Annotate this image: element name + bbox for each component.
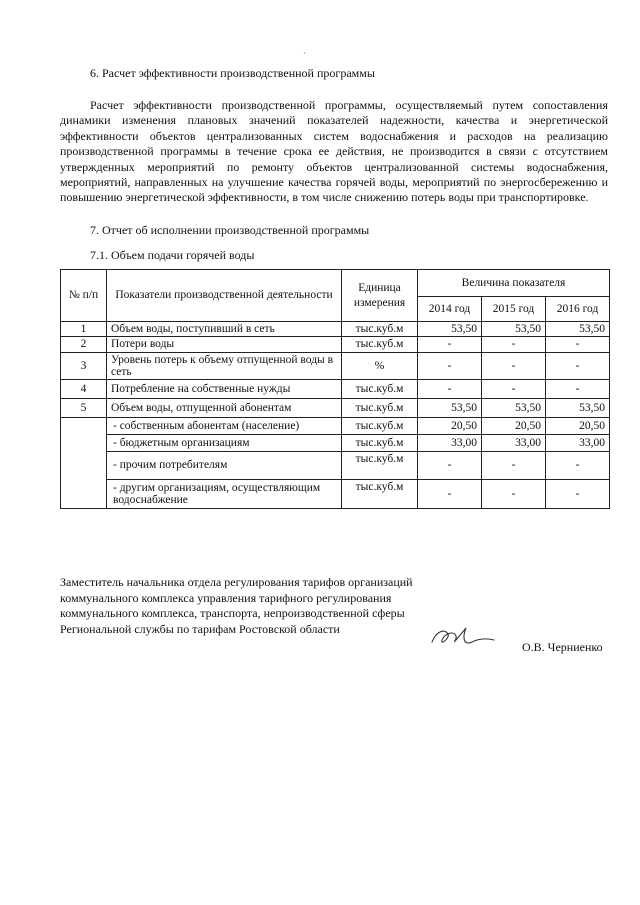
row-name: Уровень потерь к объему отпущенной воды в сеть [107,352,342,379]
row-name: Потери воды [107,337,342,352]
row-unit: тыс.куб.м [342,398,418,417]
row-value-2016: - [546,479,610,508]
section-6-title: 6. Расчет эффективности производственной программы [90,66,375,80]
row-name: Объем воды, отпущенной абонентам [107,398,342,417]
row-unit: тыс.куб.м [342,337,418,352]
row-value-2014: - [418,479,482,508]
row-value-2014: 33,00 [418,434,482,451]
row-num: 1 [61,322,107,337]
row-value-2015: 53,50 [482,322,546,337]
row-value-2016: 33,00 [546,434,610,451]
row-value-2014: - [418,379,482,398]
row-unit: тыс.куб.м [342,451,418,479]
row-num: 5 [61,398,107,417]
row-value-2016: 53,50 [546,322,610,337]
row-num: 3 [61,352,107,379]
table-row [61,322,610,337]
row-unit: тыс.куб.м [342,479,418,508]
row-value-2016: - [546,379,610,398]
section-7-title: 7. Отчет об исполнении производственной программы [90,223,370,237]
row-value-2015: - [482,451,546,479]
row-value-2015: 53,50 [482,398,546,417]
row-value-2016: - [546,352,610,379]
table-row [61,451,610,479]
table-row [61,352,610,379]
row-value-2014: 20,50 [418,417,482,434]
row-value-2014: 53,50 [418,322,482,337]
row-value-2015: - [482,379,546,398]
table-row [61,434,610,451]
row-value-2015: 20,50 [482,417,546,434]
row-unit: тыс.куб.м [342,434,418,451]
row-num: 2 [61,337,107,352]
row-value-2014: 53,50 [418,398,482,417]
table-row [61,379,610,398]
header-value-group: Величина показателя [418,270,610,297]
row-name: Потребление на собственные нужды [107,379,342,398]
hot-water-table [60,269,610,509]
row-num: 4 [61,379,107,398]
row-unit: тыс.куб.м [342,322,418,337]
row-value-2014: - [418,352,482,379]
row-num-empty [61,417,107,508]
header-year-2015: 2015 год [482,297,546,322]
row-value-2014: - [418,451,482,479]
table-row [61,337,610,352]
row-value-2015: - [482,337,546,352]
table-row [61,479,610,508]
row-value-2015: - [482,479,546,508]
row-unit: тыс.куб.м [342,379,418,398]
page-mark: · [303,48,306,58]
handwritten-signature [426,620,498,654]
row-name: - другим организациям, осуществляющим водоснабжение [107,479,342,508]
header-year-2016: 2016 год [546,297,610,322]
header-indicator: Показатели производственной деятельности [107,270,342,322]
section-6-paragraph: Расчет эффективности производственной программы, осуществляемый путем сопоставления динамики изменения плановых значений показателей надежности, качества и энергетической эффективности объектов централизованных систем водоснабжения и расходов на реализацию производственной программы в течение срока ее действия, не производится в связи с отсутствием утвержденных мероприятий по ремонту объектов централизованной системы водоснабжения, мероприятий, направленных на улучшение качества горячей воды, мероприятий по энергосбережению и повышению энергетической эффективности, в том числе снижению потерь воды при транспортировке. [60,98,608,205]
row-value-2016: 53,50 [546,398,610,417]
row-value-2016: - [546,337,610,352]
row-unit: % [342,352,418,379]
table-header-row [61,270,610,297]
row-value-2015: 33,00 [482,434,546,451]
table-row [61,398,610,417]
row-name: - собственным абонентам (население) [107,417,342,434]
row-value-2015: - [482,352,546,379]
row-unit: тыс.куб.м [342,417,418,434]
row-value-2016: - [546,451,610,479]
row-value-2016: 20,50 [546,417,610,434]
header-year-2014: 2014 год [418,297,482,322]
header-num: № п/п [61,270,107,322]
row-name: - прочим потребителям [107,451,342,479]
header-unit: Единица измерения [342,270,418,322]
row-value-2014: - [418,337,482,352]
row-name: - бюджетным организациям [107,434,342,451]
row-name: Объем воды, поступивший в сеть [107,322,342,337]
table-row [61,417,610,434]
section-7-1-title: 7.1. Объем подачи горячей воды [90,248,255,262]
signatory-name: О.В. Черниенко [522,640,603,654]
signatory-position: Заместитель начальника отдела регулирования тарифов организаций коммунального комплекса управления тарифного регулирования коммунального комплекса, транспорта, непроизводственной сферы Региональной службы по тарифам Ростовской области [60,575,413,636]
